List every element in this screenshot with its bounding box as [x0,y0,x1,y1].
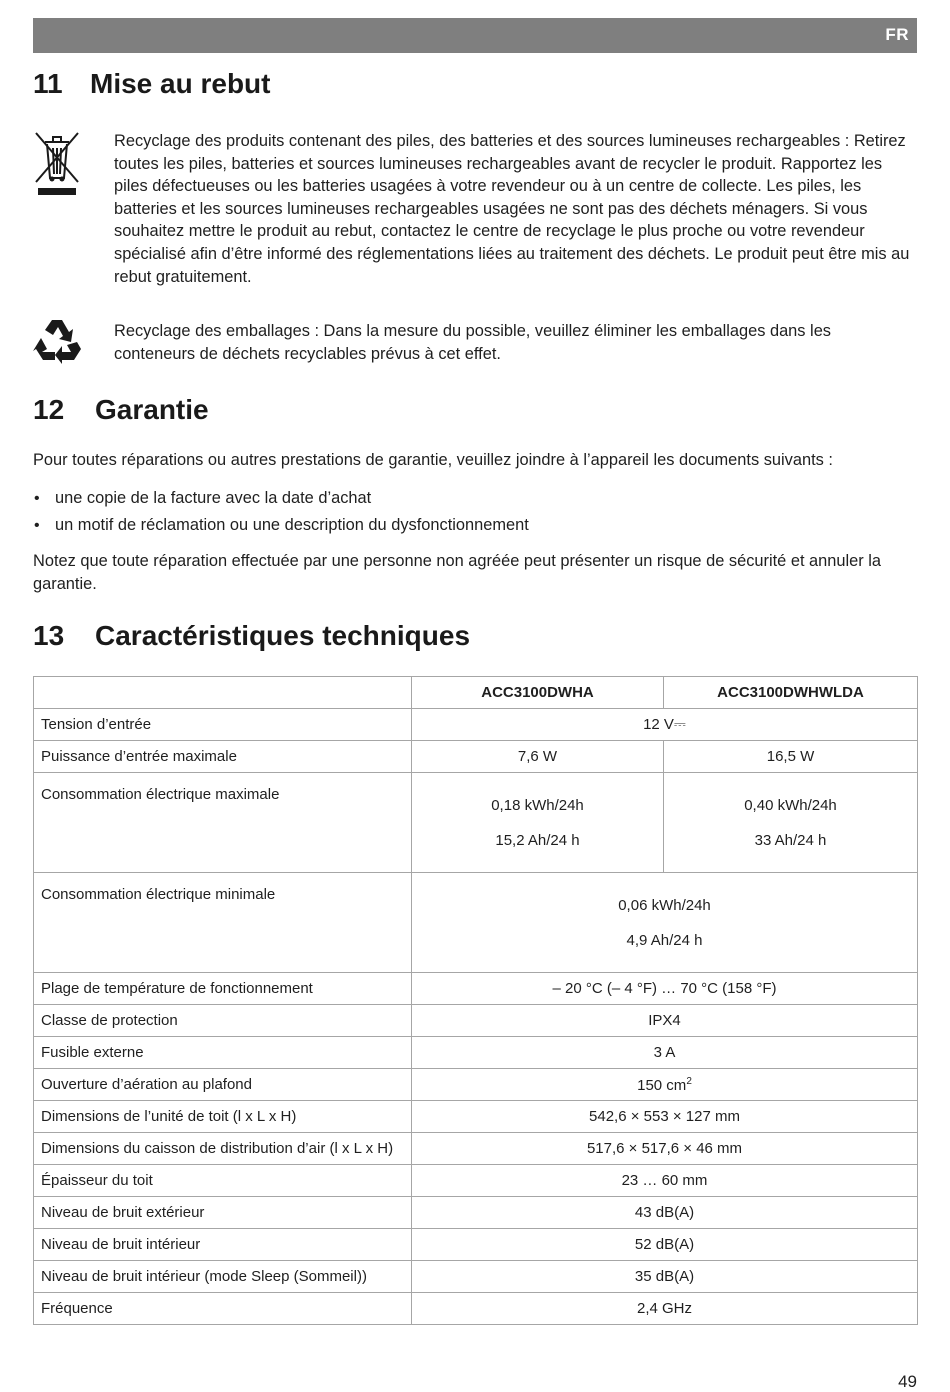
language-label: FR [885,25,909,44]
row-value: 0,40 kWh/24h 33 Ah/24 h [664,773,918,873]
page-number: 49 [898,1372,917,1391]
row-value: 52 dB(A) [412,1229,918,1261]
specs-table [33,676,918,1325]
row-value: 517,6 × 517,6 × 46 mm [412,1133,918,1165]
row-label: Puissance d’entrée maximale [34,741,412,773]
list-item: • un motif de réclamation ou une description du dysfonctionnement [34,516,529,534]
row-value: 16,5 W [664,741,918,773]
row-label: Plage de température de fonctionnement [34,973,412,1005]
section-number: 13 [33,620,65,651]
row-value: 0,18 kWh/24h 15,2 Ah/24 h [412,773,664,873]
table-row [34,1229,918,1261]
row-value: 7,6 W [412,741,664,773]
row-value: 542,6 × 553 × 127 mm [412,1101,918,1133]
row-value: 12 V⎓ [412,709,918,741]
row-value: 43 dB(A) [412,1197,918,1229]
row-value: 150 $cm^2$ [412,1069,918,1101]
column-header [34,677,412,709]
list-item: • une copie de la facture avec la date d’achat [34,489,372,507]
table-row [34,741,918,773]
warranty-document-list [33,485,529,539]
table-row [34,973,918,1005]
battery-recycling-text: Recyclage des produits contenant des piles, des batteries et des sources lumineuses rechargeables : Retirez toutes les piles, batteries et sources lumineuses rechargeables avant de recycler le produit. Rapportez les piles défectueuses ou les batteries usagées à votre revendeur ou à un centre de collecte. Les piles, les batteries et les sources lumineuses rechargeables usagées ne sont pas des déchets ménagers. Si vous souhaitez mettre le produit au rebut, contactez le centre de recyclage le plus proche ou votre revendeur spécialisé afin d’être informé des réglementations liées au traitement des déchets. Le produit peut être mis au rebut gratuitement. [114,132,910,286]
section-number: 12 [33,394,65,425]
row-label: Niveau de bruit extérieur [34,1197,412,1229]
row-value: 23 … 60 mm [412,1165,918,1197]
header-bar [33,18,917,53]
row-value: 0,06 kWh/24h 4,9 Ah/24 h [412,873,918,973]
section-title-disposal [33,68,270,100]
row-value: – 20 °C (– 4 °F) … 70 °C (158 °F) [412,973,918,1005]
row-label: Consommation électrique maximale [34,773,412,873]
table-row [34,1133,918,1165]
column-header: ACC3100DWHA [412,677,664,709]
section-title-warranty [33,394,209,426]
table-row [34,1005,918,1037]
section-title-text: Mise au rebut [90,68,271,99]
section-title-specs [33,620,470,652]
row-label: Niveau de bruit intérieur (mode Sleep (Sommeil)) [34,1261,412,1293]
row-value: 2,4 GHz [412,1293,918,1325]
table-row [34,1037,918,1069]
row-label: Dimensions de l’unité de toit (l x L x H) [34,1101,412,1133]
table-row [34,1165,918,1197]
warranty-intro: Pour toutes réparations ou autres prestations de garantie, veuillez joindre à l’appareil les documents suivants : [33,451,833,469]
crossed-bin-icon [33,130,81,203]
recycle-icon [33,316,81,369]
section-title-text: Caractéristiques techniques [95,620,471,651]
row-label: Niveau de bruit intérieur [34,1229,412,1261]
column-header: ACC3100DWHWLDA [664,677,918,709]
row-label: Ouverture d’aération au plafond [34,1069,412,1101]
section-title-text: Garantie [95,394,209,425]
table-row [34,1293,918,1325]
table-row [34,1197,918,1229]
row-label: Fusible externe [34,1037,412,1069]
table-row [34,1261,918,1293]
section-number: 11 [33,68,63,99]
table-row [34,709,918,741]
row-value: 3 A [412,1037,918,1069]
warranty-note: Notez que toute réparation effectuée par une personne non agréée peut présenter un risque de sécurité et annuler la garantie. [33,552,882,593]
row-label: Tension d’entrée [34,709,412,741]
table-row [34,1101,918,1133]
row-label: Fréquence [34,1293,412,1325]
table-row [34,873,918,973]
row-label: Dimensions du caisson de distribution d’air (l x L x H) [34,1133,412,1165]
table-header-row [34,677,918,709]
row-value: IPX4 [412,1005,918,1037]
table-row [34,1069,918,1101]
row-value: 35 dB(A) [412,1261,918,1293]
table-row [34,773,918,873]
row-label: Consommation électrique minimale [34,873,412,973]
row-label: Épaisseur du toit [34,1165,412,1197]
row-label: Classe de protection [34,1005,412,1037]
packaging-recycling-text: Recyclage des emballages : Dans la mesure du possible, veuillez éliminer les emballages dans les conteneurs de déchets recyclables prévus à cet effet. [114,322,832,363]
